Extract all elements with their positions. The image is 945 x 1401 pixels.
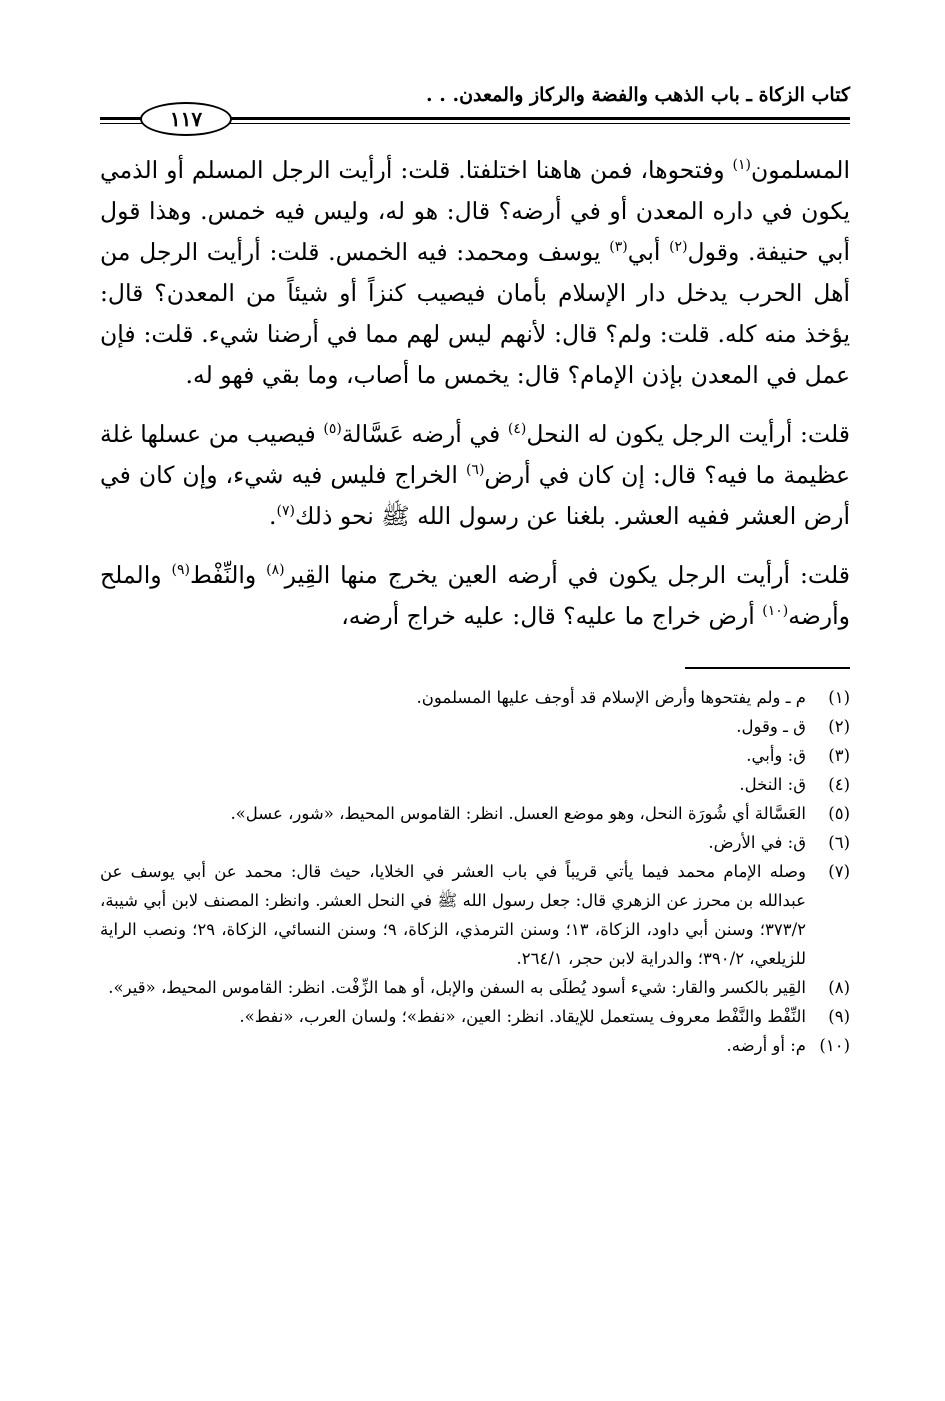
footnote-number: (٧) bbox=[828, 862, 850, 881]
footnote-item bbox=[100, 683, 850, 712]
footnote-text: م: أو أرضه. bbox=[726, 1036, 806, 1055]
footnote-number: (٣) bbox=[828, 746, 850, 765]
body-text-segment: والنِّفْط bbox=[189, 561, 267, 589]
footnote-item bbox=[100, 857, 850, 973]
body-text-segment: الخراج فليس فيه شيء، وإن كان في أرض العشر ففيه العشر. بلغنا عن رسول الله ﷺ نحو ذلك bbox=[100, 461, 850, 530]
body-text-segment: وفتحوها، فمن هاهنا اختلفتا. قلت: أرأيت الرجل المسلم أو الذمي يكون في داره المعدن أو في أرضه؟ قال: هو له، وليس فيه خمس. وهذا قول أبي حنيفة. وقول bbox=[100, 156, 850, 266]
running-title: كتاب الزكاة ـ باب الذهب والفضة والركاز والمعدن. . . bbox=[426, 84, 850, 106]
footnotes bbox=[100, 683, 850, 1060]
footnote-text: م ـ ولم يفتحوها وأرض الإسلام قد أوجف عليها المسلمون. bbox=[416, 688, 806, 707]
footnote-text: ق ـ وقول. bbox=[736, 717, 806, 736]
footnote-text: ق: في الأرض. bbox=[708, 833, 806, 852]
body-paragraph bbox=[100, 555, 850, 637]
body-paragraph bbox=[100, 150, 850, 396]
footnote-number: (١٠) bbox=[819, 1036, 850, 1055]
footnote-item bbox=[100, 712, 850, 741]
footnote-text: ق: النخل. bbox=[739, 775, 806, 794]
footnote-marker: (٧) bbox=[276, 503, 295, 520]
footnote-text: وصله الإمام محمد فيما يأتي قريباً في باب العشر في الخلايا، حيث قال: محمد عن أبي يوسف عن عبدالله بن محرز عن الزهري قال: جعل رسول الله ﷺ في النحل العشر. وانظر: المصنف لابن أبي شيبة، ٣٧٣/٢؛ وسنن أبي داود، الزكاة، ١٣؛ وسنن الترمذي، الزكاة، ٩؛ وسنن النسائي، الزكاة، ٢٩؛ ونصب الراية للزيلعي، ٣٩٠/٢؛ والدراية لابن حجر، ٢٦٤/١. bbox=[100, 862, 807, 968]
footnote-number: (٥) bbox=[828, 804, 850, 823]
footnote-item bbox=[100, 741, 850, 770]
body-text-segment: والملح وأرضه bbox=[100, 561, 850, 630]
footnote-marker: (٣) bbox=[609, 239, 628, 256]
body-text-segment: فيصيب من عسلها غلة عظيمة ما فيه؟ قال: إن كان في أرض bbox=[100, 420, 850, 489]
body-text-segment: قلت: أرأيت الرجل يكون له النحل bbox=[526, 420, 851, 448]
footnote-text: النِّفْط والنَّفْط معروف يستعمل للإيقاد. انظر: العين، «نفط»؛ ولسان العرب، «نفط». bbox=[239, 1007, 806, 1026]
footnote-number: (١) bbox=[828, 688, 850, 707]
footnote-item bbox=[100, 799, 850, 828]
page-header bbox=[100, 80, 850, 130]
footnote-number: (٨) bbox=[828, 978, 850, 997]
footnote-marker: (٥) bbox=[323, 421, 342, 438]
footnote-marker: (٢) bbox=[669, 239, 688, 256]
footnote-marker: (٤) bbox=[507, 421, 527, 438]
footnote-item bbox=[100, 1002, 850, 1031]
footnote-text: ق: وأبي. bbox=[746, 746, 806, 765]
body-text-segment: يوسف ومحمد: فيه الخمس. قلت: أرأيت الرجل من أهل الحرب يدخل دار الإسلام بأمان فيصيب كنزاً أو شيئاً من المعدن؟ قال: يؤخذ منه كله. قلت: ولم؟ قال: لأنهم ليس لهم مما في أرضنا شيء. قلت: فإن عمل في المعدن بإذن الإمام؟ قال: يخمس ما أصاب، وما بقي فهو له. bbox=[100, 238, 850, 389]
footnote-number: (٦) bbox=[828, 833, 850, 852]
footnote-separator bbox=[685, 667, 850, 669]
footnote-item bbox=[100, 770, 850, 799]
footnote-marker: (٨) bbox=[266, 562, 285, 579]
body-text-segment: في أرضه عَسَّالة bbox=[341, 420, 508, 448]
body-text-segment: قلت: أرأيت الرجل يكون في أرضه العين يخرج منها القِير bbox=[284, 561, 850, 589]
footnote-item bbox=[100, 828, 850, 857]
body-text-segment: . bbox=[269, 502, 277, 530]
body-paragraph bbox=[100, 414, 850, 537]
footnote-number: (٤) bbox=[828, 775, 850, 794]
book-page bbox=[100, 80, 850, 1060]
body-text-segment: المسلمون bbox=[750, 156, 850, 184]
footnote-text: القِير بالكسر والقار: شيء أسود يُطلَى به السفن والإبل، أو هما الزِّفْت. انظر: القاموس المحيط، «قير». bbox=[108, 978, 806, 997]
footnote-marker: (٩) bbox=[171, 562, 190, 579]
body-text-segment: أبي bbox=[627, 238, 670, 266]
footnote-text: العَسَّالة أي شُورَة النحل، وهو موضع العسل. انظر: القاموس المحيط، «شور، عسل». bbox=[230, 804, 806, 823]
body-text-segment: أرض خراج ما عليه؟ قال: عليه خراج أرضه، bbox=[341, 602, 763, 630]
footnote-item bbox=[100, 973, 850, 1002]
footnote-number: (٩) bbox=[828, 1007, 850, 1026]
footnote-item bbox=[100, 1031, 850, 1060]
footnote-number: (٢) bbox=[828, 717, 850, 736]
footnote-marker: (١٠) bbox=[762, 603, 789, 620]
footnote-marker: (١) bbox=[732, 157, 751, 174]
page-number-badge: ١١٧ bbox=[140, 102, 232, 136]
footnote-marker: (٦) bbox=[465, 462, 485, 479]
main-text bbox=[100, 150, 850, 637]
